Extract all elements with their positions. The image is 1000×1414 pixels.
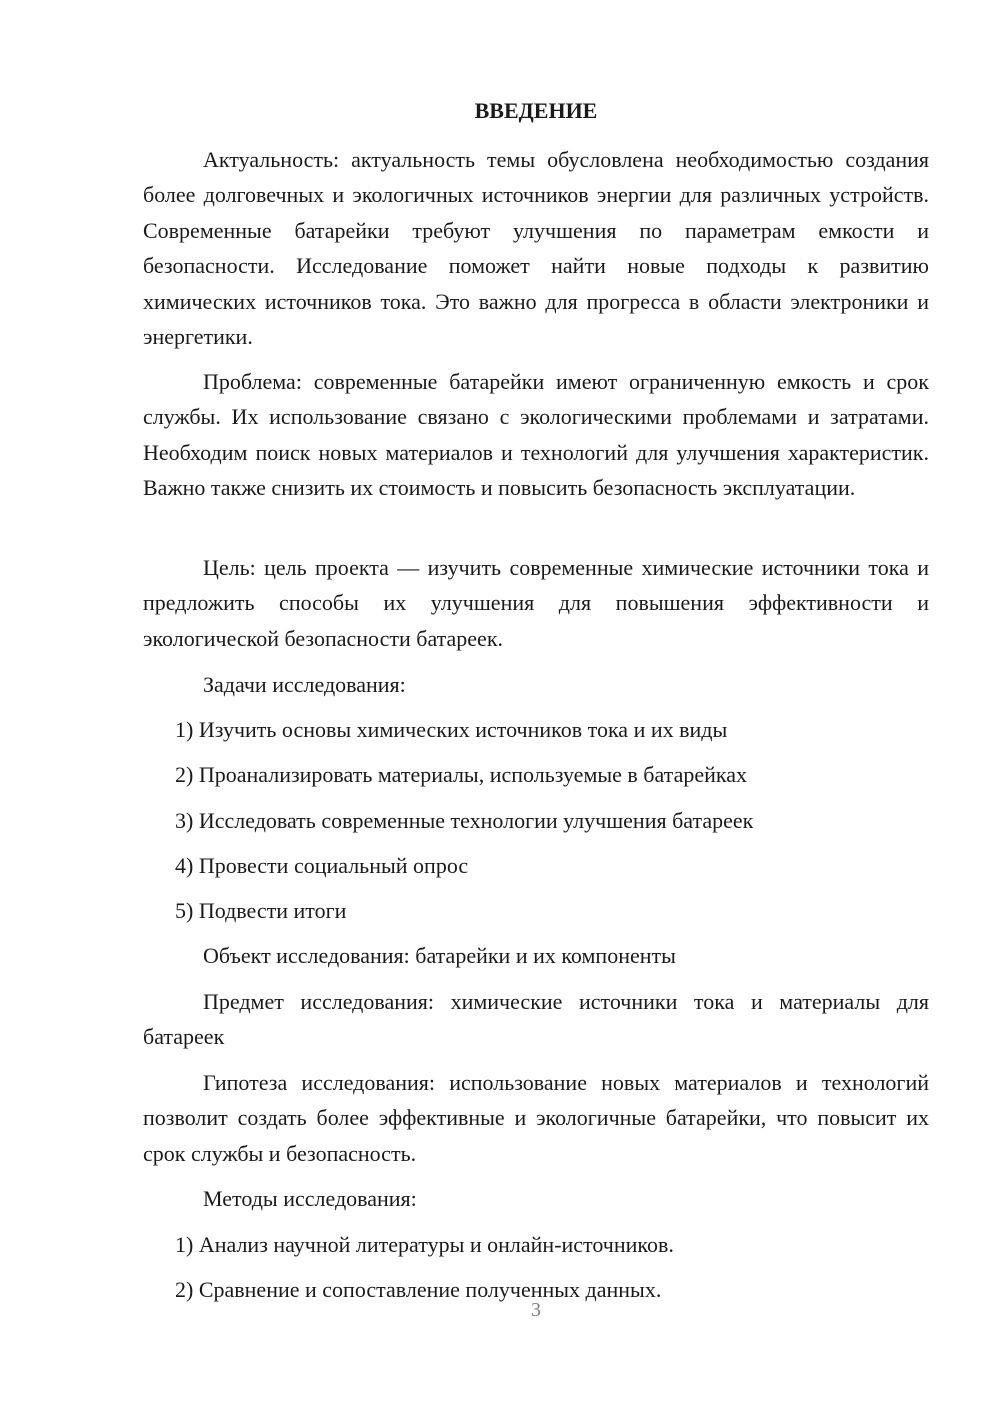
method-item: 2) Сравнение и сопоставление полученных данных.	[175, 1277, 662, 1302]
methods-title: Методы исследования:	[203, 1186, 417, 1211]
page-number: 3	[531, 1299, 541, 1321]
paragraph-hypothesis: Гипотеза исследования: использование новых материалов и технологий позволит создать более эффективные и экологичные батарейки, что повысит их срок службы и безопасность.	[143, 1070, 929, 1166]
task-item: 1) Изучить основы химических источников тока и их виды	[175, 717, 728, 742]
task-item: 2) Проанализировать материалы, используемые в батарейках	[175, 762, 747, 787]
paragraph-object: Объект исследования: батарейки и их компоненты	[203, 943, 676, 968]
paragraph-relevance: Актуальность: актуальность темы обусловлена необходимостью создания более долговечных и экологичных источников энергии для различных устройств. Современные батарейки требуют улучшения по параметрам емкости и безопасности. Исследование поможет найти новые подходы к развитию химических источников тока. Это важно для прогресса в области электроники и энергетики.	[143, 147, 929, 350]
method-item: 1) Анализ научной литературы и онлайн-источников.	[175, 1232, 674, 1257]
paragraph-goal: Цель: цель проекта — изучить современные химические источники тока и предложить способы их улучшения для повышения эффективности и экологической безопасности батареек.	[143, 555, 929, 651]
task-item: 5) Подвести итоги	[175, 898, 347, 923]
task-item: 3) Исследовать современные технологии улучшения батареек	[175, 808, 754, 833]
paragraph-subject: Предмет исследования: химические источники тока и материалы для батареек	[143, 989, 929, 1050]
task-item: 4) Провести социальный опрос	[175, 853, 469, 878]
section-heading: ВВЕДЕНИЕ	[474, 98, 598, 123]
paragraph-problem: Проблема: современные батарейки имеют ограниченную емкость и срок службы. Их использование связано с экологическими проблемами и затратами. Необходим поиск новых материалов и технологий для улучшения характеристик. Важно также снизить их стоимость и повысить безопасность эксплуатации.	[143, 369, 929, 501]
tasks-title: Задачи исследования:	[203, 672, 406, 697]
